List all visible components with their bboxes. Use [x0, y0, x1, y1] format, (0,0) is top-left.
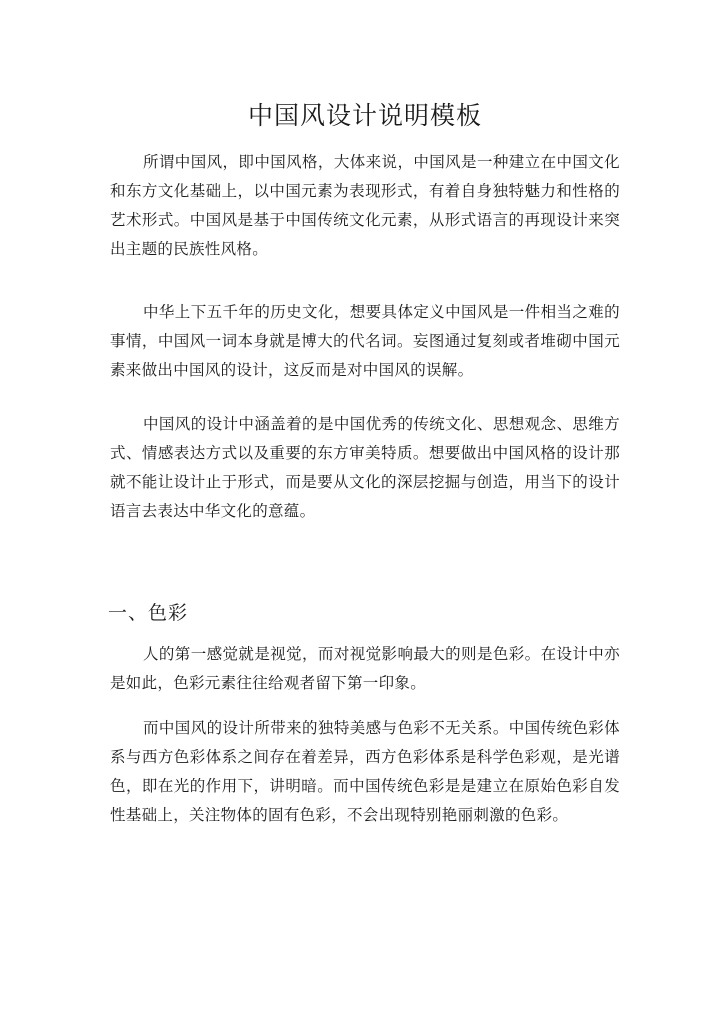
- intro-paragraph-2: 中华上下五千年的历史文化，想要具体定义中国风是一件相当之难的事情，中国风一词本身就是博大的代名词。妄图通过复刻或者堆砌中国元素来做出中国风的设计，这反而是对中国风的误解。: [110, 303, 620, 379]
- section-paragraph-2: 而中国风的设计所带来的独特美感与色彩不无关系。中国传统色彩体系与西方色彩体系之间存在着差异，西方色彩体系是科学色彩观，是光谱色，即在光的作用下，讲明暗。而中国传统色彩是是建立在原始色彩自发性基础上，关注物体的固有色彩，不会出现特别艳丽刺激的色彩。: [110, 719, 620, 824]
- intro-paragraph-1: 所谓中国风，即中国风格，大体来说，中国风是一种建立在中国文化和东方文化基础上，以中国元素为表现形式，有着自身独特魅力和性格的艺术形式。中国风是基于中国传统文化元素，从形式语言的再现设计来突出主题的民族性风格。: [110, 153, 620, 258]
- section-paragraph-1: 人的第一感觉就是视觉，而对视觉影响最大的则是色彩。在设计中亦是如此，色彩元素往往给观者留下第一印象。: [110, 645, 620, 692]
- document-title: 中国风设计说明模板: [247, 101, 482, 130]
- intro-paragraph-3: 中国风的设计中涵盖着的是中国优秀的传统文化、思想观念、思维方式、情感表达方式以及重要的东方审美特质。想要做出中国风格的设计那就不能让设计止于形式，而是要从文化的深层挖掘与创造，用当下的设计语言去表达中华文化的意蕴。: [110, 415, 620, 520]
- section-heading-color: 一、色彩: [108, 602, 189, 624]
